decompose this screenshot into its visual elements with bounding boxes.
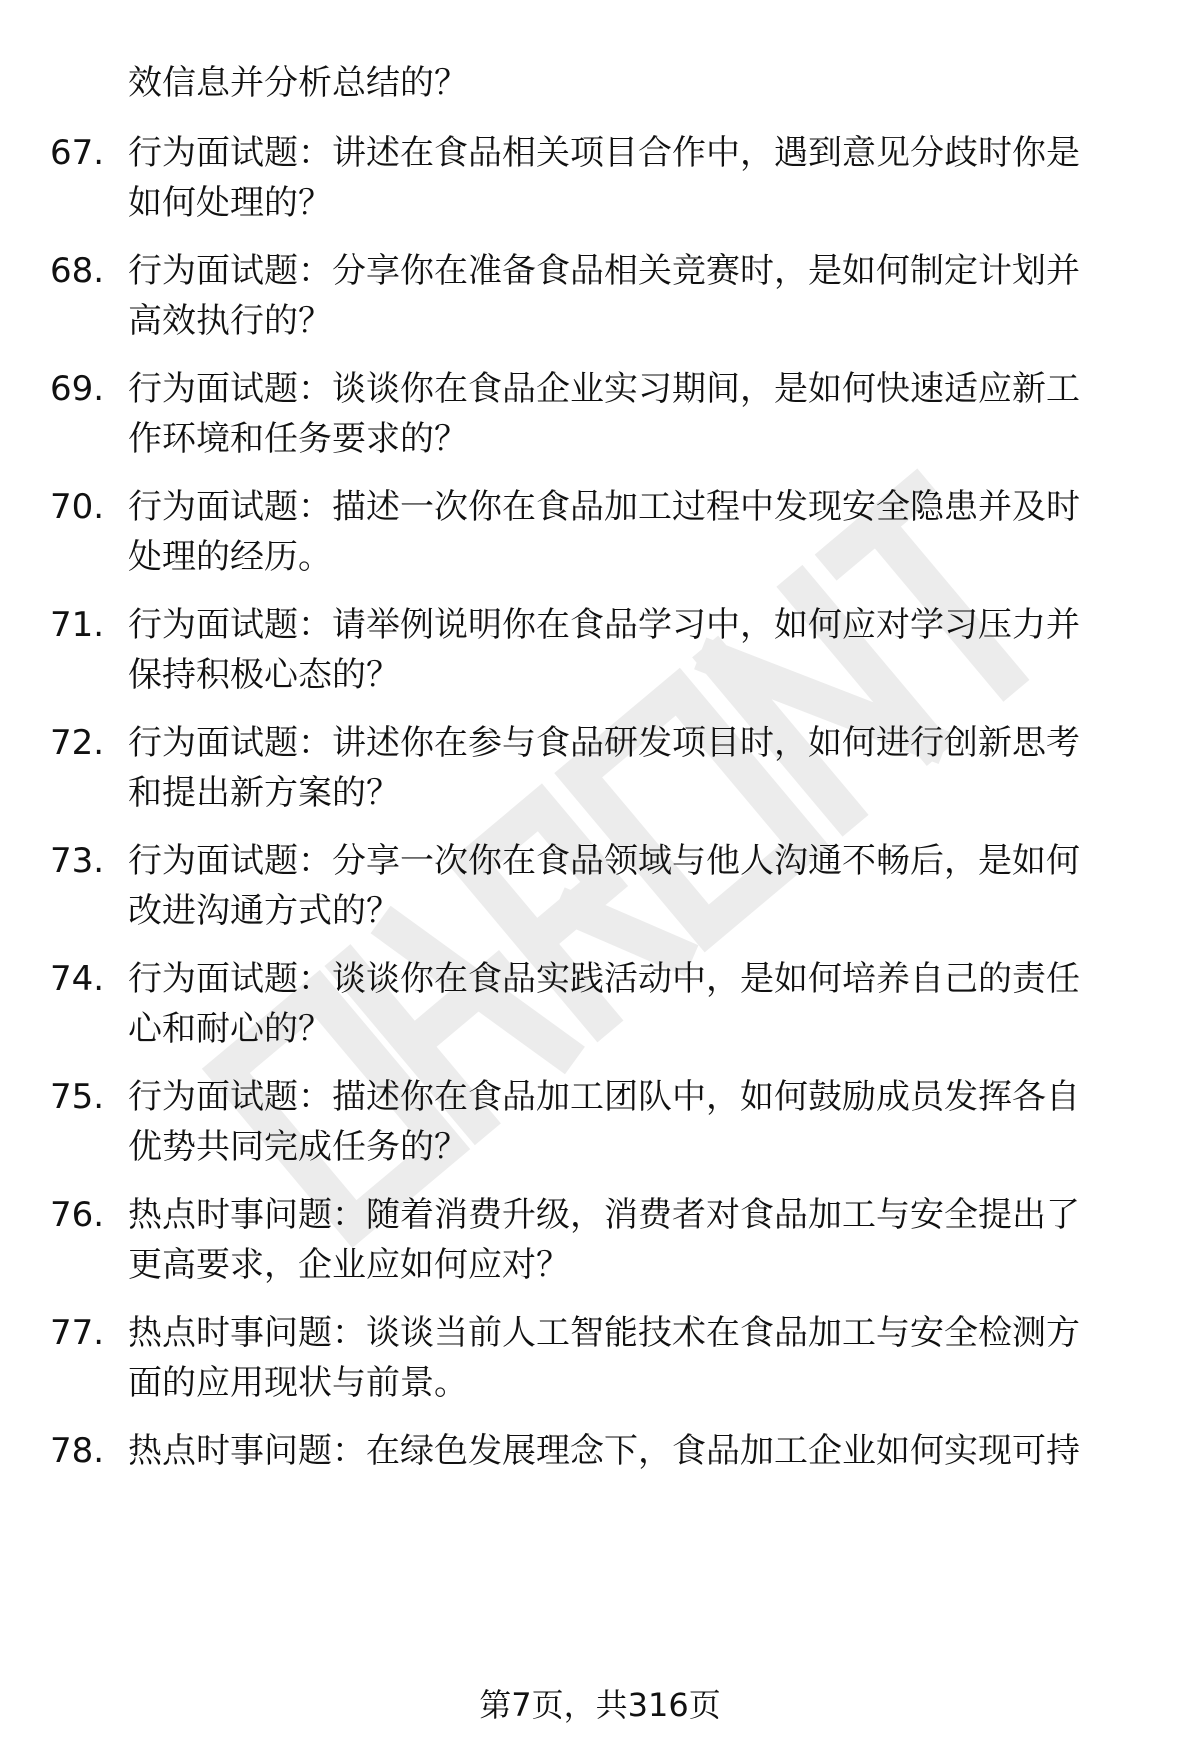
question-line-2: 处理的经历。 (128, 537, 332, 577)
question-line-2: 保持积极心态的？ (128, 655, 400, 695)
question-number: 75. (50, 1077, 105, 1117)
question-number: 76. (50, 1195, 105, 1235)
page-footer: 第7页，共316页 (479, 1686, 721, 1724)
question-line-1: 热点时事问题：在绿色发展理念下，食品加工企业如何实现可持 (128, 1431, 1080, 1471)
question-line-1: 行为面试题：分享一次你在食品领域与他人沟通不畅后，是如何 (128, 841, 1080, 881)
list-item (50, 1426, 1140, 1476)
question-line-2: 面的应用现状与前景。 (128, 1363, 468, 1403)
question-line-2: 作环境和任务要求的？ (128, 419, 468, 459)
question-line-1: 行为面试题：讲述在食品相关项目合作中，遇到意见分歧时你是 (128, 133, 1080, 173)
continuation-text: 效信息并分析总结的？ (128, 63, 468, 103)
list-item (50, 718, 1140, 818)
question-line-1: 行为面试题：谈谈你在食品企业实习期间，是如何快速适应新工 (128, 369, 1080, 409)
list-item (50, 600, 1140, 700)
question-line-1: 行为面试题：讲述你在参与食品研发项目时，如何进行创新思考 (128, 723, 1080, 763)
question-number: 72. (50, 723, 105, 763)
list-item (50, 246, 1140, 346)
question-line-1: 行为面试题：分享你在准备食品相关竞赛时，是如何制定计划并 (128, 251, 1080, 291)
question-number: 73. (50, 841, 105, 881)
question-line-1: 行为面试题：描述一次你在食品加工过程中发现安全隐患并及时 (128, 487, 1080, 527)
question-line-2: 优势共同完成任务的？ (128, 1127, 468, 1167)
question-number: 71. (50, 605, 105, 645)
list-item (50, 1190, 1140, 1290)
question-number: 78. (50, 1431, 105, 1471)
question-number: 69. (50, 369, 105, 409)
list-item (50, 1308, 1140, 1408)
question-line-2: 如何处理的？ (128, 183, 332, 223)
question-line-2: 高效执行的？ (128, 301, 332, 341)
question-line-1: 热点时事问题：谈谈当前人工智能技术在食品加工与安全检测方 (128, 1313, 1080, 1353)
question-line-1: 行为面试题：描述你在食品加工团队中，如何鼓励成员发挥各自 (128, 1077, 1080, 1117)
question-line-2: 心和耐心的？ (128, 1009, 332, 1049)
list-item (50, 364, 1140, 464)
list-item (50, 128, 1140, 228)
question-number: 68. (50, 251, 105, 291)
list-item (50, 836, 1140, 936)
question-line-2: 和提出新方案的？ (128, 773, 400, 813)
list-item (50, 954, 1140, 1054)
question-line-1: 热点时事问题：随着消费升级，消费者对食品加工与安全提出了 (128, 1195, 1080, 1235)
question-line-1: 行为面试题：谈谈你在食品实践活动中，是如何培养自己的责任 (128, 959, 1080, 999)
question-number: 74. (50, 959, 105, 999)
question-line-2: 更高要求，企业应如何应对？ (128, 1245, 570, 1285)
list-item (50, 482, 1140, 582)
question-line-2: 改进沟通方式的？ (128, 891, 400, 931)
question-number: 77. (50, 1313, 105, 1353)
question-number: 67. (50, 133, 105, 173)
question-line-1: 行为面试题：请举例说明你在食品学习中，如何应对学习压力并 (128, 605, 1080, 645)
list-item (50, 1072, 1140, 1172)
question-number: 70. (50, 487, 105, 527)
